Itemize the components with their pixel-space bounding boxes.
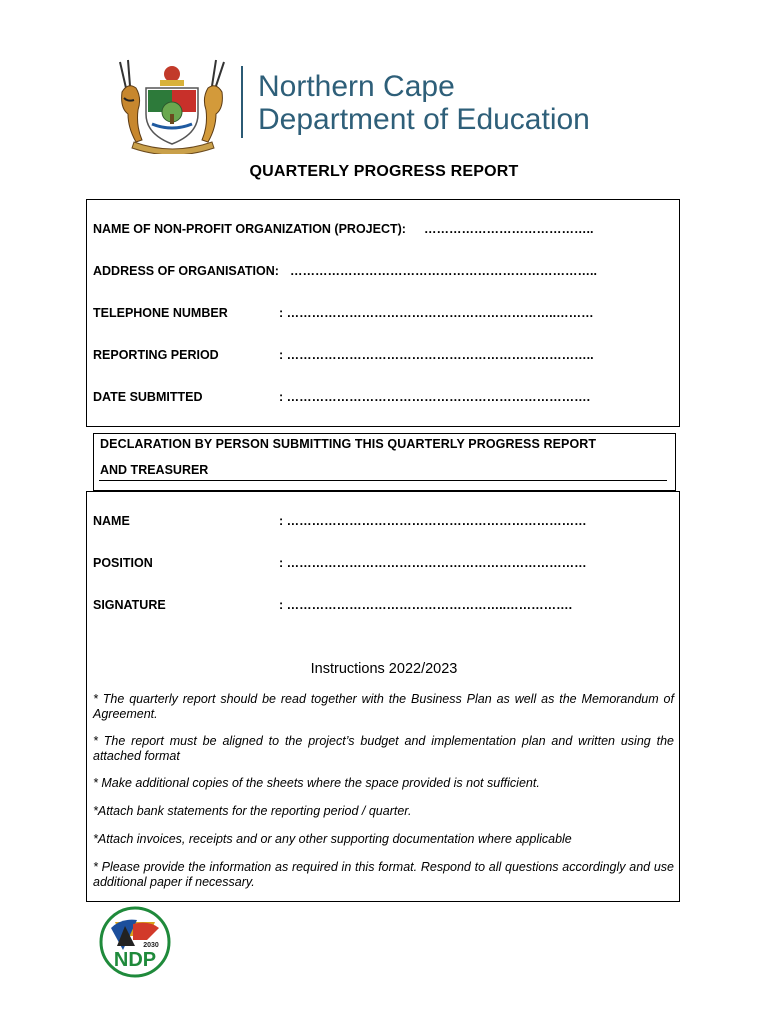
org-name-field[interactable]: ………………………………….. <box>424 222 594 236</box>
coat-of-arms-icon <box>112 58 234 154</box>
report-title: QUARTERLY PROGRESS REPORT <box>249 163 519 180</box>
position-label: POSITION <box>93 556 153 570</box>
declaration-underline <box>99 480 667 481</box>
ndp-year: 2030 <box>143 942 159 949</box>
signature-field[interactable]: : ……………………………………………..……………. <box>279 598 573 612</box>
signatory-name-label: NAME <box>93 514 130 528</box>
declaration-heading-line1: DECLARATION BY PERSON SUBMITTING THIS QUARTERLY PROGRESS REPORT <box>100 437 597 451</box>
instruction-item: * The report must be aligned to the project’s budget and implementation plan and written using the attached format <box>93 734 674 763</box>
position-field[interactable]: : ……………………………………………………………… <box>279 556 587 570</box>
instruction-item: *Attach invoices, receipts and or any other supporting documentation where applicable <box>93 832 572 846</box>
telephone-field[interactable]: : ………………………………………………………..……… <box>279 306 594 320</box>
telephone-label: TELEPHONE NUMBER <box>93 306 228 320</box>
department-name-line1: Northern Cape <box>258 70 455 103</box>
reporting-period-label: REPORTING PERIOD <box>93 348 219 362</box>
declaration-heading-line2: AND TREASURER <box>100 463 209 477</box>
instruction-item: *Attach bank statements for the reporting period / quarter. <box>93 804 412 818</box>
date-submitted-field[interactable]: : ………………………………………………………………. <box>279 390 591 404</box>
signature-label: SIGNATURE <box>93 598 166 612</box>
org-address-label: ADDRESS OF ORGANISATION: <box>93 264 279 278</box>
signatory-name-field[interactable]: : ……………………………………………………………… <box>279 514 587 528</box>
instruction-item: * Please provide the information as required in this format. Respond to all questions accordingly and use additional paper if necessary. <box>93 860 674 889</box>
ndp-logo-text: NDP <box>113 949 157 971</box>
org-name-label: NAME OF NON-PROFIT ORGANIZATION (PROJECT): <box>93 222 406 236</box>
instruction-item: * The quarterly report should be read together with the Business Plan as well as the Memorandum of Agreement. <box>93 692 674 721</box>
ndp-logo-icon <box>97 906 173 978</box>
org-address-field[interactable]: ……………………………………………………………….. <box>290 264 597 278</box>
header-divider <box>241 66 243 138</box>
date-submitted-label: DATE SUBMITTED <box>93 390 203 404</box>
instruction-item: * Make additional copies of the sheets where the space provided is not sufficient. <box>93 776 540 790</box>
reporting-period-field[interactable]: : ……………………………………………………………….. <box>279 348 594 362</box>
instructions-title: Instructions 2022/2023 <box>310 661 458 677</box>
department-name-line2: Department of Education <box>258 103 590 136</box>
